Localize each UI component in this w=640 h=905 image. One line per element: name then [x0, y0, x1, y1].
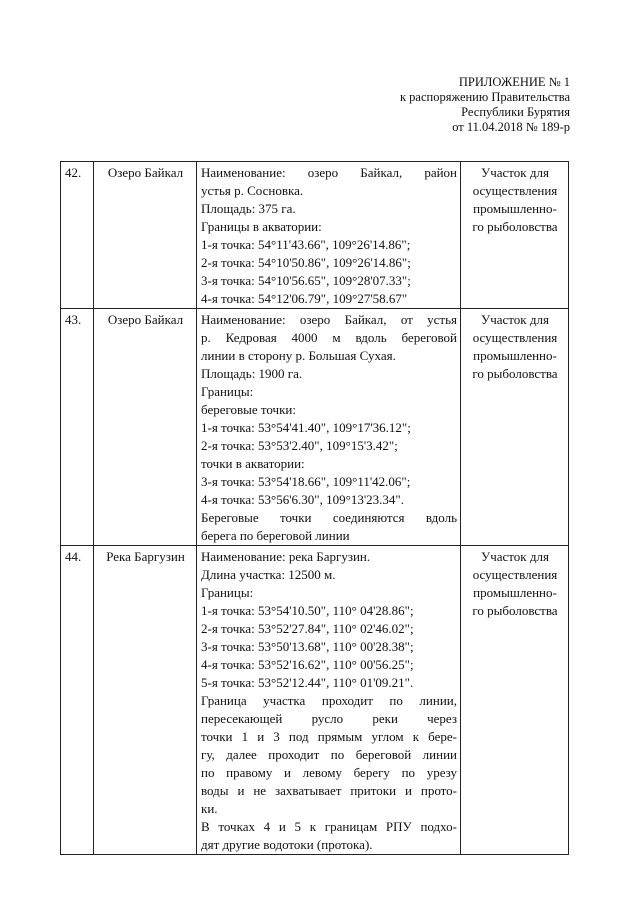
desc-line: Наименование: река Баргузин. [201, 549, 371, 564]
desc-line: воды и не захватывает притоки и прото- [201, 783, 457, 798]
desc-line: береговые точки: [201, 402, 296, 417]
desc-line: 1-я точка: 53°54'41.40", 109°17'36.12"; [201, 420, 411, 435]
site-purpose [461, 162, 569, 309]
site-description [197, 162, 461, 309]
site-description [197, 546, 461, 855]
desc-line: Границы: [201, 585, 254, 600]
appendix-subtitle-2: Республики Бурятия [461, 105, 570, 119]
desc-line: Площадь: 1900 га. [201, 366, 303, 381]
appendix-date-number: от 11.04.2018 № 189-р [452, 120, 570, 134]
desc-line: Береговые точки соединяются вдоль [201, 510, 457, 525]
desc-line: В точках 4 и 5 к границам РПУ подхо- [201, 819, 457, 834]
purpose-line: осуществления [472, 330, 558, 345]
desc-line: точки 1 и 3 под прямым углом к бере- [201, 729, 457, 744]
desc-line: точки в акватории: [201, 456, 305, 471]
desc-line: 3-я точка: 54°10'56.65", 109°28'07.33"; [201, 273, 411, 288]
desc-line: Длина участка: 12500 м. [201, 567, 336, 582]
desc-line: ки. [201, 801, 218, 816]
desc-line: гу, далее проходит по береговой линии [201, 747, 457, 762]
purpose-line: осуществления [472, 183, 558, 198]
purpose-line: го рыболовства [472, 603, 558, 618]
desc-line: линии в сторону р. Большая Сухая. [201, 348, 396, 363]
table-row [61, 309, 569, 546]
desc-line: Площадь: 375 га. [201, 201, 296, 216]
desc-line: Граница участка проходит по линии, [201, 693, 457, 708]
site-purpose [461, 546, 569, 855]
water-body-name: Река Баргузин [94, 546, 197, 855]
purpose-line: Участок для [481, 312, 549, 327]
site-description [197, 309, 461, 546]
appendix-title: ПРИЛОЖЕНИЕ № 1 [458, 75, 570, 89]
desc-line: 2-я точка: 53°52'27.84", 110° 02'46.02"; [201, 621, 414, 636]
desc-line: 4-я точка: 54°12'06.79", 109°27'58.67" [201, 291, 408, 306]
desc-line: Наименование: озеро Байкал, от устья [201, 312, 457, 327]
purpose-line: промышленно- [473, 201, 557, 216]
desc-line: Наименование: озеро Байкал, район [201, 165, 457, 180]
desc-line: 1-я точка: 54°11'43.66", 109°26'14.86"; [201, 237, 411, 252]
desc-line: по правому и левому берегу по урезу [201, 765, 457, 780]
desc-line: 2-я точка: 54°10'50.86", 109°26'14.86"; [201, 255, 411, 270]
desc-line: 2-я точка: 53°53'2.40", 109°15'3.42"; [201, 438, 398, 453]
water-body-name: Озеро Байкал [94, 309, 197, 546]
desc-line: 1-я точка: 53°54'10.50", 110° 04'28.86"; [201, 603, 414, 618]
desc-line: Границы в акватории: [201, 219, 322, 234]
site-purpose [461, 309, 569, 546]
purpose-line: промышленно- [473, 585, 557, 600]
desc-line: берега по береговой линии [201, 528, 350, 543]
desc-line: устья р. Сосновка. [201, 183, 304, 198]
fishing-sites-table [60, 161, 569, 855]
desc-line: 5-я точка: 53°52'12.44", 110° 01'09.21". [201, 675, 414, 690]
purpose-line: Участок для [481, 549, 549, 564]
purpose-line: го рыболовства [472, 366, 558, 381]
water-body-name: Озеро Байкал [94, 162, 197, 309]
desc-line: дят другие водотоки (протока). [201, 837, 373, 852]
desc-line: 4-я точка: 53°52'16.62", 110° 00'56.25"; [201, 657, 414, 672]
purpose-line: го рыболовства [472, 219, 558, 234]
desc-line: 4-я точка: 53°56'6.30", 109°13'23.34". [201, 492, 404, 507]
desc-line: Границы: [201, 384, 254, 399]
desc-line: 3-я точка: 53°50'13.68", 110° 00'28.38"; [201, 639, 414, 654]
purpose-line: Участок для [481, 165, 549, 180]
row-number: 44. [61, 546, 94, 855]
table-row [61, 546, 569, 855]
row-number: 43. [61, 309, 94, 546]
desc-line: пересекающей русло реки через [201, 711, 457, 726]
desc-line: 3-я точка: 53°54'18.66", 109°11'42.06"; [201, 474, 411, 489]
purpose-line: осуществления [472, 567, 558, 582]
table-row [61, 162, 569, 309]
desc-line: р. Кедровая 4000 м вдоль береговой [201, 330, 457, 345]
purpose-line: промышленно- [473, 348, 557, 363]
document-header [400, 75, 570, 135]
row-number: 42. [61, 162, 94, 309]
appendix-subtitle-1: к распоряжению Правительства [399, 90, 570, 104]
